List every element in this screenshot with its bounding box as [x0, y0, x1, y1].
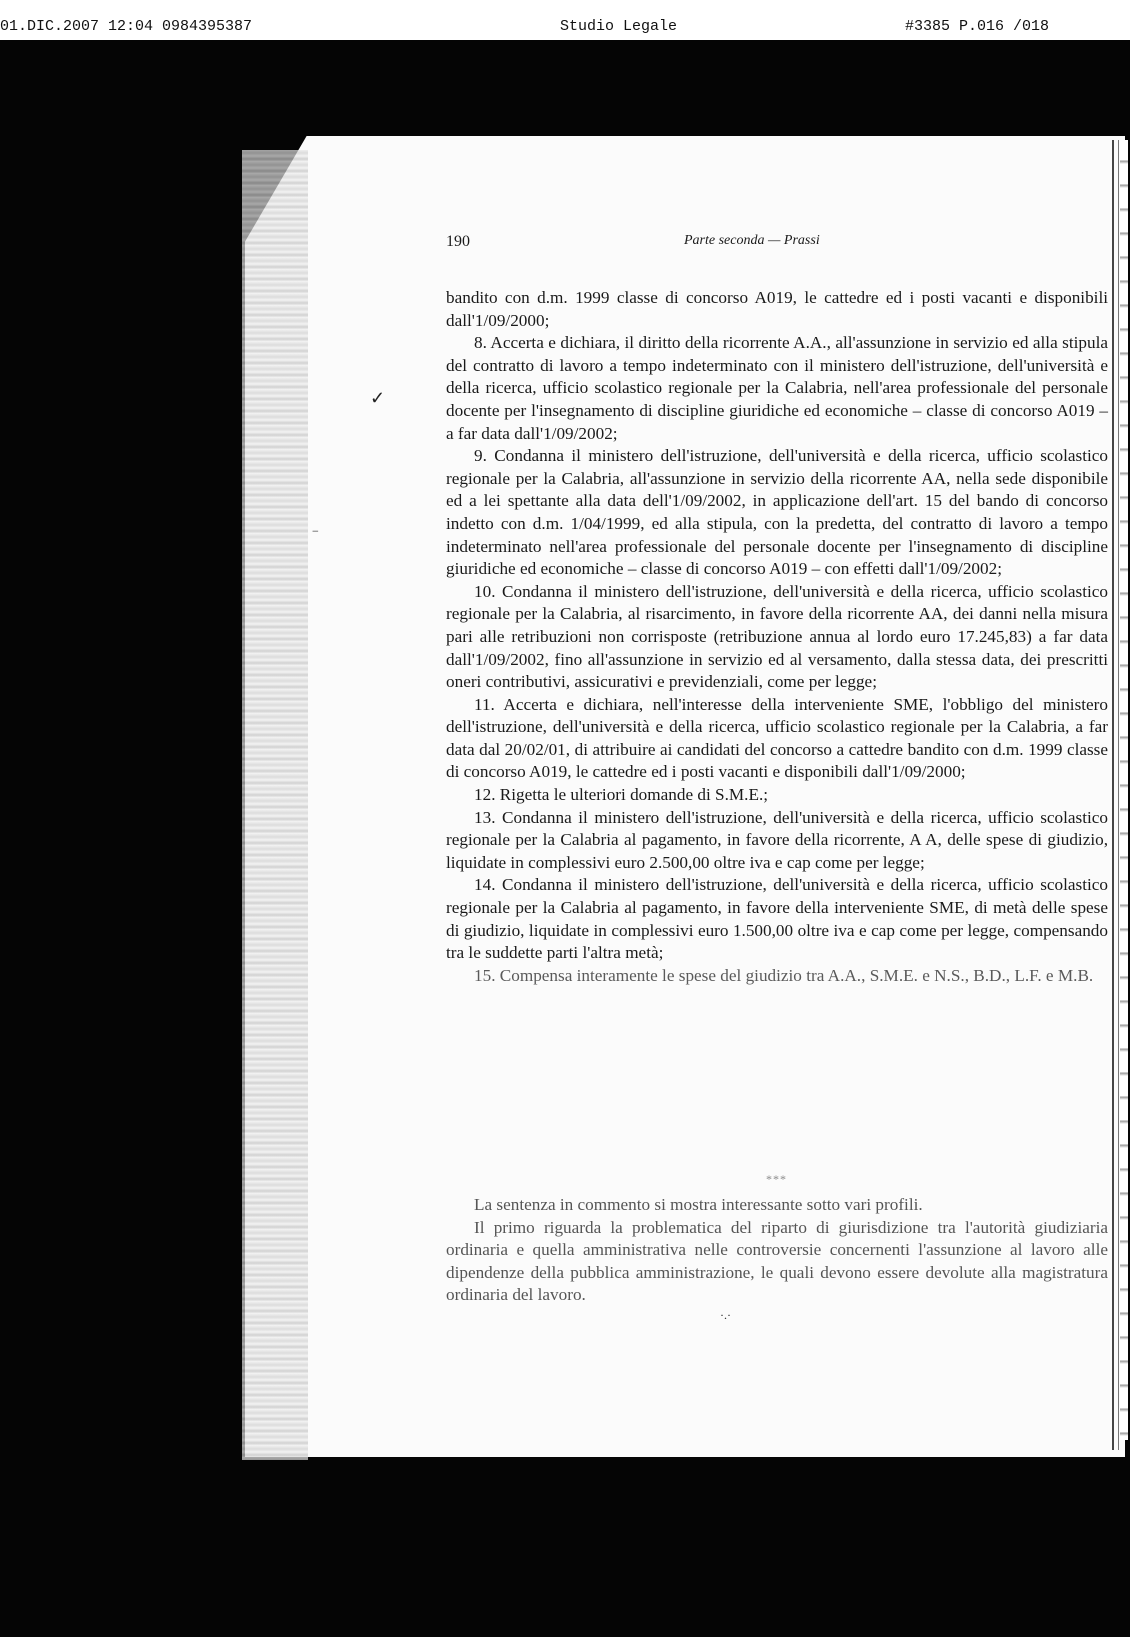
- commentary-paragraph-1: La sentenza in commento si mostra interessante sotto vari profili.: [474, 1195, 923, 1214]
- section-title: Parte seconda — Prassi: [684, 233, 820, 248]
- paragraph-item-13: 13. Condanna il ministero dell'istruzione, dell'università e della ricerca, ufficio scolastico regionale per la Calabria al pagamento, in favore della ricorrente, A A, delle spese di giudizio, liquidate in complessivi euro 2.500,00 oltre iva e cap come per legge;: [446, 807, 1108, 872]
- paragraph-item-15: 15. Compensa interamente le spese del giudizio tra A.A., S.M.E. e N.S., B.D., L.F. e M.B.: [474, 965, 1094, 985]
- paragraph-item-14: 14. Condanna il ministero dell'istruzione, dell'università e della ricerca, ufficio scolastico regionale per la Calabria al pagamento, in favore della interveniente SME, di metà delle spese di giudizio, liquidate in complessivi euro 1.500,00 oltre iva e cap come per legge, compensando tra le suddette parti l'altra metà;: [446, 875, 1108, 963]
- page-right-border: [1112, 140, 1114, 1450]
- paragraph-item-11: 11. Accerta e dichiara, nell'interesse della interveniente SME, l'obbligo del ministero dell'istruzione, dell'università e della ricerca, ufficio scolastico regionale per la Calabria, a far data dal 20/02/01, di attribuire ai candidati del concorso a cattedre bandito con d.m. 1999 classe di concorso A019, le cattedre ed i posti vacanti e disponibili dall'1/09/2000;: [446, 694, 1108, 782]
- commentary-paragraph-2: Il primo riguarda la problematica del riparto di giurisdizione tra l'autorità giudiziaria ordinaria e quella amministrativa nelle controversie concernenti l'assunzione al lavoro alle dipendenze della pubblica amministrazione, le quali devono essere devolute alla magistratura ordinaria del lavoro.: [446, 1217, 1108, 1305]
- fax-page-ref: #3385 P.016 /018: [905, 18, 1050, 35]
- paragraph-item-10: 10. Condanna il ministero dell'istruzione, dell'università e della ricerca, ufficio scolastico regionale per la Calabria, al risarcimento, in favore della ricorrente AA, dei danni nella misura pari alle retribuzioni non corrisposte (retribuzione annua al lordo euro 17.245,83) a far data dall'1/09/2002, fino all'assunzione in servizio ed al versamento, dalla stessa data, dei prescritti oneri contributivi, assicurativi e previdenziali, come per legge;: [446, 581, 1108, 692]
- fax-datetime-phone: 01.DIC.2007 12:04 0984395387: [0, 18, 253, 35]
- page-number: 190: [446, 233, 470, 250]
- paragraph-item-12: 12. Rigetta le ulteriori domande di S.M.E.;: [474, 785, 769, 805]
- judgment-text: [446, 287, 1108, 987]
- page-right-border-inner: [1118, 140, 1119, 1450]
- paragraph-item-9: 9. Condanna il ministero dell'istruzione, dell'università e della ricerca, ufficio scolastico regionale per la Calabria, all'assunzione in servizio della ricorrente AA, nella sede disponibile ed a lei spettante alla data dell'1/09/2002, in applicazione dell'art. 15 del bando di concorso indetto con d.m. 1/04/1999, ed alla stipula, con la predetta, del contratto di lavoro a tempo indeterminato nell'area professionale del personale docente per l'insegnamento di discipline giuridiche ed economiche – classe di concorso A019 – con effetti dall'1/09/2002;: [446, 446, 1108, 579]
- scan-noise-strip: [1120, 140, 1128, 1440]
- handwritten-mark: ✓: [370, 388, 386, 408]
- section-separator: ***: [766, 1172, 787, 1186]
- fax-sender: Studio Legale: [560, 18, 678, 35]
- scan-specks: ·.·: [720, 1308, 731, 1322]
- paragraph-item-8: 8. Accerta e dichiara, il diritto della ricorrente A.A., all'assunzione in servizio ed alla stipula del contratto di lavoro a tempo indeterminato con il ministero dell'istruzione, dell'università e della ricerca, ufficio scolastico regionale per la Calabria, nell'area professionale del personale docente per l'insegnamento di discipline giuridiche ed economiche – classe di concorso A019 – a far data dall'1/09/2002;: [446, 333, 1108, 443]
- scan-mark: −: [312, 524, 319, 538]
- fax-header: [0, 0, 1130, 40]
- commentary-text: [446, 1194, 1108, 1307]
- page-binding-edge: [242, 150, 308, 1460]
- paragraph-continuation: bandito con d.m. 1999 classe di concorso A019, le cattedre ed i posti vacanti e disponibili dall'1/09/2000;: [446, 288, 1108, 330]
